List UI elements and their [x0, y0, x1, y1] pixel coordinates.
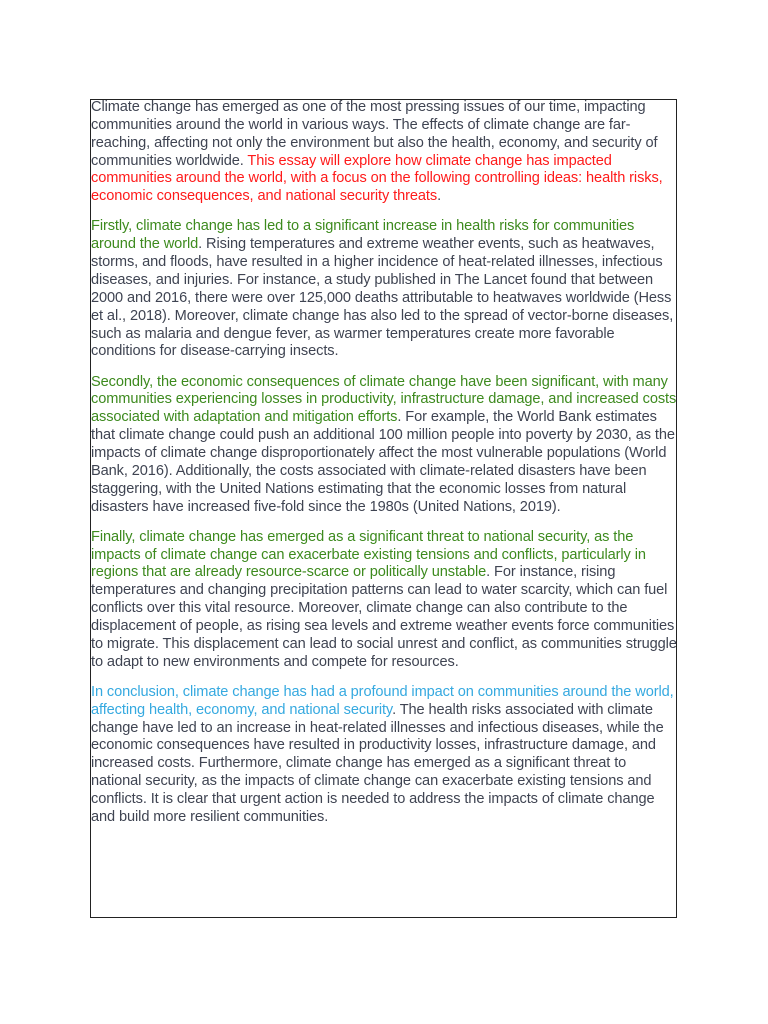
economic-topic-sentence: Secondly, the economic consequences of climate change have been significant, with many communities experiencing losses in productivity, infrastructure damage, and increased costs associated with adaptation and mitigation efforts [91, 373, 677, 426]
security-paragraph [91, 529, 677, 672]
intro-end: . [437, 188, 442, 205]
conclusion-body: . The health risks associated with climate change have led to an increase in heat-related illnesses and infectious diseases, while the economic consequences have resulted in productivity losses, infrastructure damage, and increased costs. Furthermore, climate change has emerged as a significant threat to national security, as the impacts of climate change can exacerbate existing tensions and conflicts. It is clear that urgent action is needed to address the impacts of climate change and build more resilient communities. [91, 701, 664, 825]
health-topic-sentence: Firstly, climate change has led to a significant increase in health risks for communities around the world [91, 218, 635, 253]
health-paragraph [91, 218, 677, 361]
security-body: . For instance, rising temperatures and changing precipitation patterns can lead to water scarcity, which can fuel conflicts over this vital resource. Moreover, climate change can also contribute to the displacement of people, as rising sea levels and extreme weather events force communities to migrate. This displacement can lead to social unrest and conflict, as communities struggle to adapt to new environments and compete for resources. [91, 564, 677, 670]
health-body: . Rising temperatures and extreme weather events, such as heatwaves, storms, and floods, have resulted in a higher incidence of heat-related illnesses, infectious diseases, and injuries. For instance, a study published in The Lancet found that between 2000 and 2016, there were over 125,000 deaths attributable to heatwaves worldwide (Hess et al., 2018). Moreover, climate change has also led to the spread of vector-borne diseases, such as malaria and dengue fever, as warmer temperatures create more favorable conditions for disease-carrying insects. [91, 236, 674, 360]
conclusion-paragraph [91, 684, 677, 827]
economic-body: . For example, the World Bank estimates that climate change could push an additional 100 million people into poverty by 2030, as the impacts of climate change disproportionately affect the most vulnerable populations (World Bank, 2016). Additionally, the costs associated with climate-related disasters have been staggering, with the United Nations estimating that the economic losses from natural disasters have increased five-fold since the 1980s (United Nations, 2019). [91, 409, 675, 515]
economic-paragraph [91, 374, 677, 517]
conclusion-topic-sentence: In conclusion, climate change has had a profound impact on communities around the world, affecting health, economy, and national security [91, 683, 674, 718]
intro-text: Climate change has emerged as one of the most pressing issues of our time, impacting communities around the world in various ways. The effects of climate change are far-reaching, affecting not only the environment but also the health, economy, and security of communities worldwide. [91, 99, 658, 169]
essay-body [91, 99, 677, 839]
intro-paragraph [91, 99, 677, 206]
security-topic-sentence: Finally, climate change has emerged as a significant threat to national security, as the impacts of climate change can exacerbate existing tensions and conflicts, particularly in regions that are already resource-scarce or politically unstable [91, 528, 646, 581]
thesis-statement: This essay will explore how climate change has impacted communities around the world, with a focus on the following controlling ideas: health risks, economic consequences, and national security threats [91, 152, 663, 205]
